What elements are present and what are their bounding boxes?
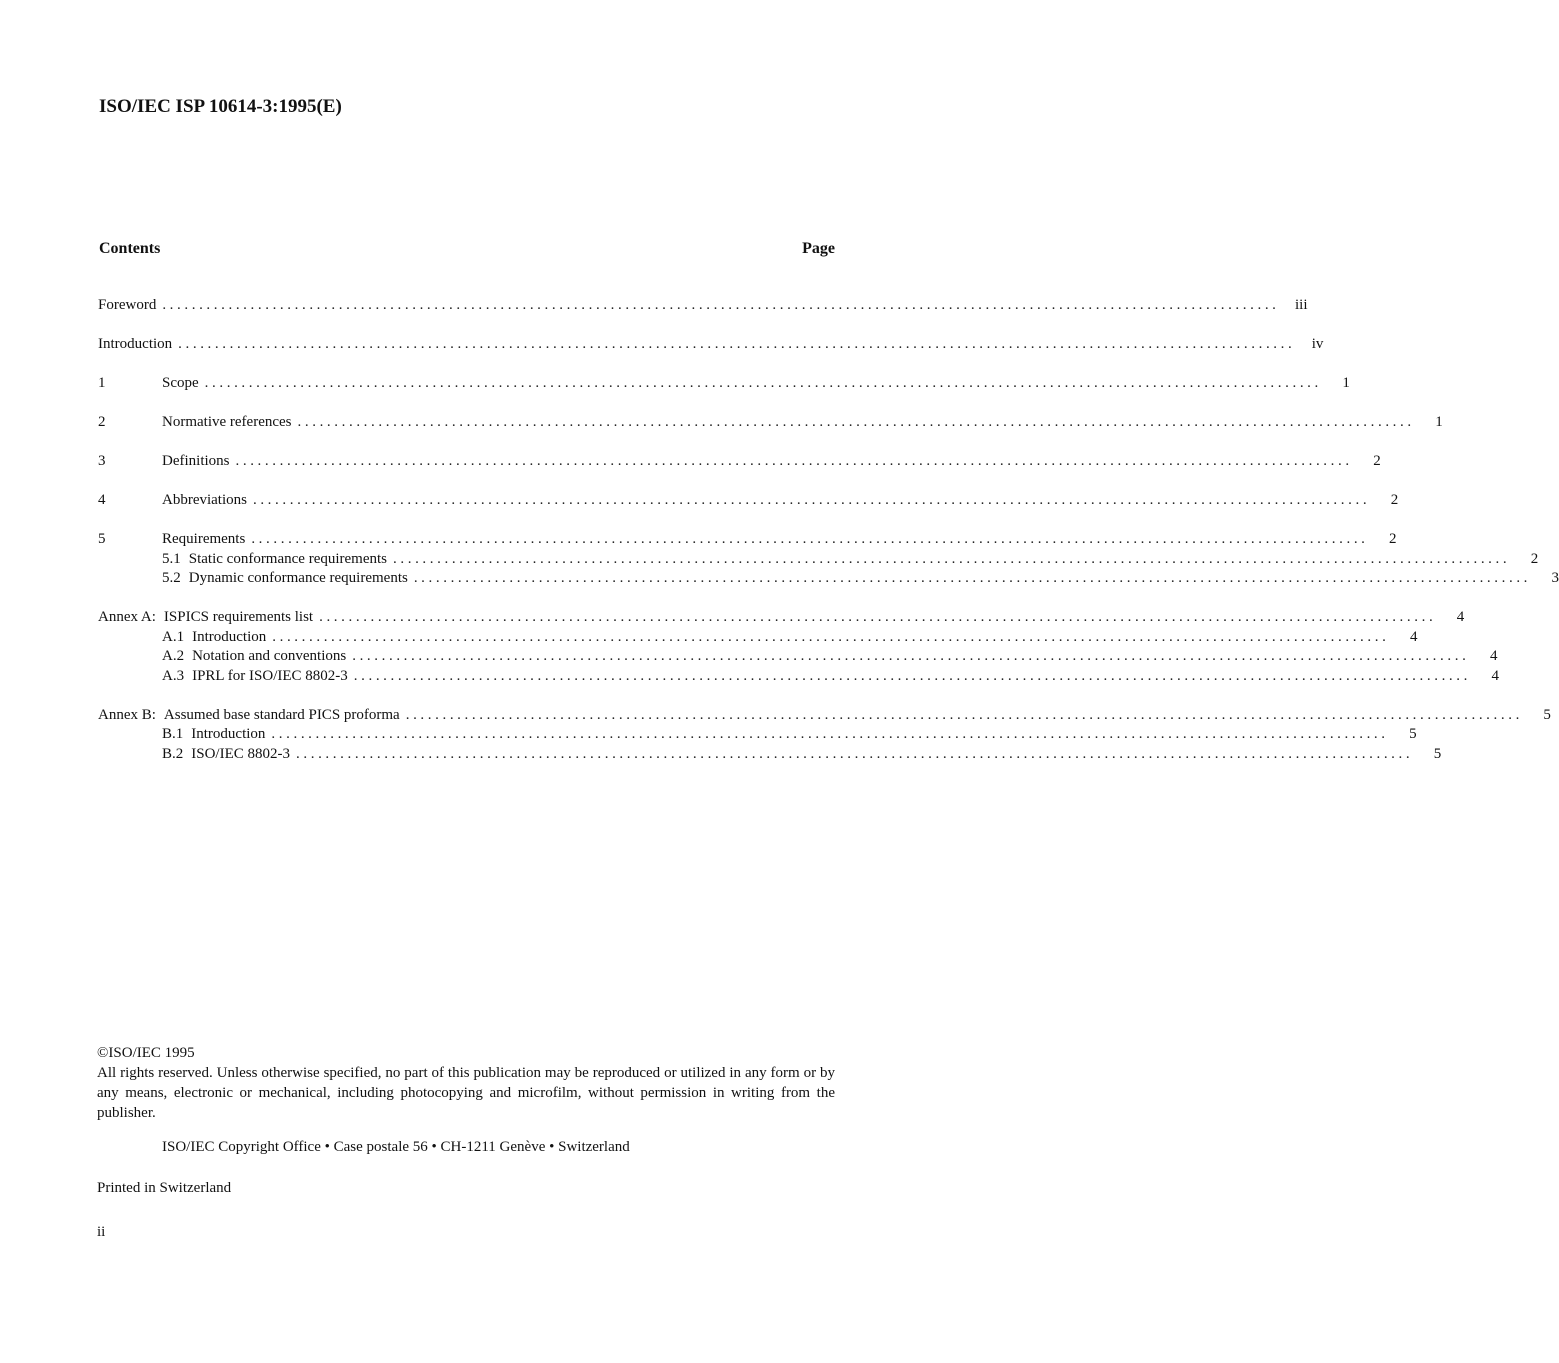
toc-entry-number: 4 [98,492,106,508]
copyright-notice [97,1043,835,1123]
leader-dots: ........................................................................................................................................................ [235,453,1353,469]
toc-entry-number: B.2 [162,745,184,762]
toc-entry-page: 3 [1551,570,1559,586]
toc-entry-title: Introduction [98,336,173,352]
contents-heading [99,240,835,258]
toc-entry-page: 2 [1389,531,1397,547]
toc-entry-page: 1 [1342,375,1350,391]
toc-entry-a3-iprl[interactable] [98,667,1499,687]
copyright-text: All rights reserved. Unless otherwise specified, no part of this publication may be reproduced or utilized in any form or by any means, electronic or mechanical, including photocopying and microfilm, without permission in writing from the publisher. [97,1065,835,1121]
toc-entry-requirements[interactable] [98,530,1397,550]
toc-entry-page: 5 [1433,745,1442,762]
toc-entry-dynamic-conformance[interactable] [98,569,1559,589]
toc-entry-title: ISO/IEC 8802-3 [191,745,291,762]
toc-entry-title: IPRL for ISO/IEC 8802-3 [192,667,348,684]
toc-entry-introduction[interactable] [98,335,1324,355]
toc-entry-number: A.3 [162,667,185,684]
toc-entry-number: Annex A: [98,609,156,625]
leader-dots: ........................................................................................................................................................ [252,492,1371,508]
toc-entry-title: Normative references [162,414,292,430]
leader-dots: ........................................................................................................................................................ [393,550,1511,567]
toc-entry-page: iii [1295,297,1308,313]
toc-entry-page: 4 [1456,609,1465,625]
toc-entry-a1-introduction[interactable] [98,628,1418,648]
toc-entry-page: 4 [1409,628,1418,645]
toc-entry-page: 4 [1489,648,1498,664]
toc-entry-page: 5 [1543,706,1551,723]
toc-entry-page: iv [1311,336,1324,352]
leader-dots: ........................................................................................................................................................ [405,706,1523,723]
leader-dots: ........................................................................................................................................................ [297,414,1415,430]
toc-entry-title: Introduction [191,726,266,742]
toc-entry-b2-8802-3[interactable] [98,745,1442,765]
leader-dots: ........................................................................................................................................................ [162,297,1280,313]
leader-dots: ........................................................................................................................................................ [353,667,1471,684]
leader-dots: ........................................................................................................................................................ [204,375,1322,391]
toc-entry-number: 3 [98,453,106,469]
toc-entry-number: 5.1 [162,550,181,567]
toc-entry-abbreviations[interactable] [98,491,1399,511]
leader-dots: ........................................................................................................................................................ [178,336,1296,352]
toc-entry-page: 2 [1530,550,1539,567]
toc-entry-number: 5 [98,531,106,547]
table-of-contents [98,296,1559,764]
toc-entry-normative-references[interactable] [98,413,1443,433]
toc-entry-scope[interactable] [98,374,1350,394]
leader-dots: ........................................................................................................................................................ [319,609,1437,625]
toc-entry-foreword[interactable] [98,296,1308,316]
leader-dots: ........................................................................................................................................................ [271,726,1389,742]
toc-entry-page: 4 [1491,667,1499,684]
leader-dots: ........................................................................................................................................................ [251,531,1369,547]
toc-entry-title: Assumed base standard PICS proforma [163,706,400,723]
leader-dots: ........................................................................................................................................................ [296,745,1414,762]
toc-entry-title: Introduction [192,628,267,645]
copyright-office-address: ISO/IEC Copyright Office • Case postale 56 • CH-1211 Genève • Switzerland [162,1139,630,1155]
page-number: ii [97,1224,106,1240]
toc-entry-title: Static conformance requirements [188,550,388,567]
contents-title: Contents [99,240,161,257]
toc-entry-annex-b[interactable] [98,706,1551,726]
leader-dots: ........................................................................................................................................................ [272,628,1390,645]
toc-entry-title: Abbreviations [162,492,247,508]
toc-entry-title: Scope [162,375,199,391]
leader-dots: ........................................................................................................................................................ [413,570,1532,586]
toc-entry-number: 1 [98,375,106,391]
toc-entry-static-conformance[interactable] [98,550,1539,570]
toc-entry-b1-introduction[interactable] [98,725,1417,745]
document-identifier: ISO/IEC ISP 10614-3:1995(E) [99,96,342,117]
toc-entry-definitions[interactable] [98,452,1381,472]
toc-entry-number: A.1 [162,628,185,645]
toc-entry-title: Requirements [162,531,246,547]
page-column-label: Page [802,240,835,257]
toc-entry-page: 1 [1435,414,1443,430]
toc-entry-page: 2 [1390,492,1399,508]
toc-entry-number: Annex B: [98,706,156,723]
toc-entry-annex-a[interactable] [98,608,1465,628]
toc-entry-title: Notation and conventions [192,648,347,664]
toc-entry-title: ISPICS requirements list [163,609,314,625]
toc-entry-page: 2 [1373,453,1381,469]
printed-in: Printed in Switzerland [97,1180,232,1196]
toc-entry-a2-notation[interactable] [98,647,1498,667]
leader-dots: ........................................................................................................................................................ [352,648,1470,664]
toc-entry-number: A.2 [162,648,185,664]
toc-entry-title: Definitions [162,453,230,469]
toc-entry-number: 5.2 [162,570,181,586]
toc-entry-page: 5 [1409,726,1417,742]
toc-entry-title: Dynamic conformance requirements [188,570,408,586]
toc-entry-number: 2 [98,414,106,430]
toc-entry-number: B.1 [162,726,184,742]
toc-entry-title: Foreword [98,297,157,313]
copyright-line: ©ISO/IEC 1995 [97,1045,195,1061]
